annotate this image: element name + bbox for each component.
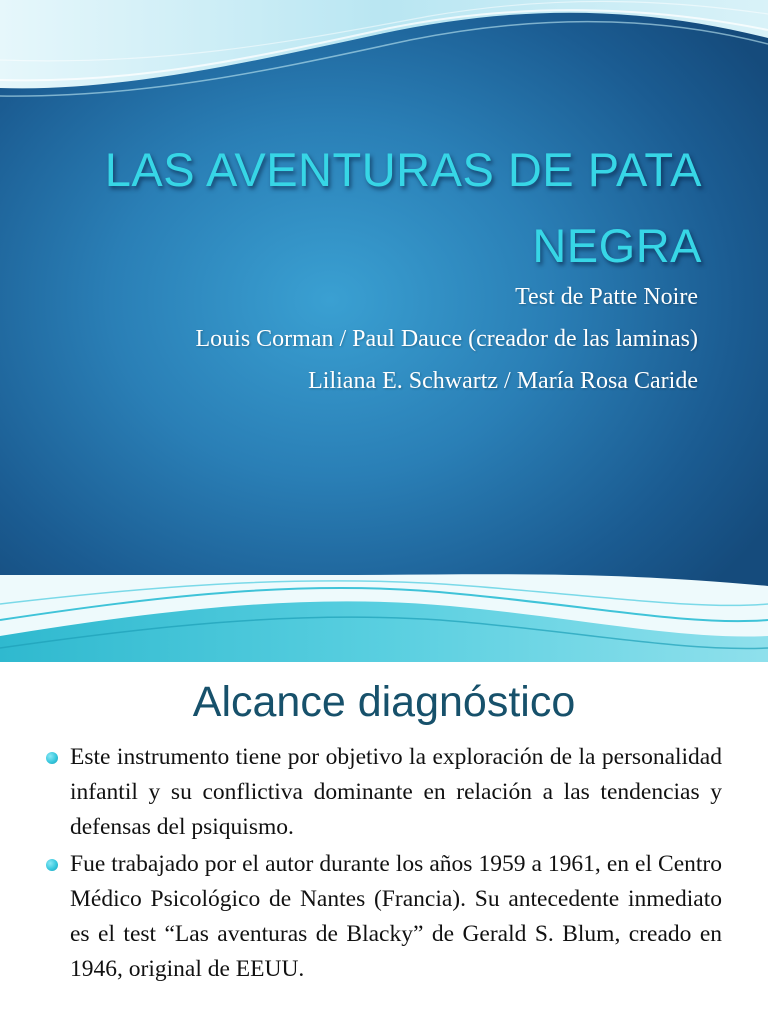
subtitle-test-name: Test de Patte Noire xyxy=(515,284,698,310)
bullet-dot-icon xyxy=(46,859,58,871)
bullet-text: Este instrumento tiene por objetivo la exploración de la personalidad infantil y su conflictiva dominante en relación a las tendencias y defensas del psiquismo. xyxy=(70,744,722,840)
slide-title-line-2: NEGRA xyxy=(532,219,702,272)
content-slide xyxy=(0,662,768,1024)
bullet-list xyxy=(46,740,722,989)
content-heading: Alcance diagnóstico xyxy=(192,678,576,726)
subtitle-authors: Louis Corman / Paul Dauce (creador de las laminas) xyxy=(195,326,698,352)
slide-title-line-1: LAS AVENTURAS DE PATA xyxy=(104,143,702,196)
list-item xyxy=(46,740,722,845)
slide-subtitle xyxy=(18,276,698,402)
bullet-text: Fue trabajado por el autor durante los años 1959 a 1961, en el Centro Médico Psicológico de Nantes (Francia). Su antecedente inmediato es el test “Las aventuras de Blacky” de Gerald S. Blum, creado en 1946, original de EEUU. xyxy=(70,851,722,982)
slide-title xyxy=(42,132,702,284)
bullet-dot-icon xyxy=(46,752,58,764)
list-item xyxy=(46,847,722,987)
subtitle-adapters: Liliana E. Schwartz / María Rosa Caride xyxy=(308,368,698,394)
